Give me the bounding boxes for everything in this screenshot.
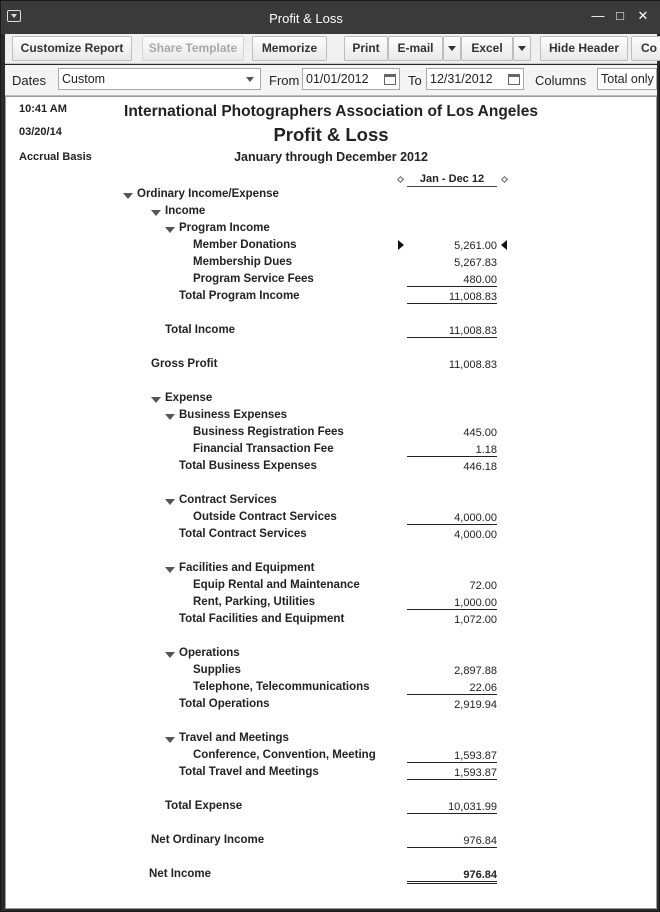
row-amount[interactable]: 2,897.88 xyxy=(454,665,497,677)
row-label: Net Ordinary Income xyxy=(151,834,265,846)
row-amount[interactable]: 10,031.99 xyxy=(407,801,497,814)
row-label: Total Business Expenses xyxy=(179,460,317,472)
collapse-triangle-icon[interactable] xyxy=(165,737,175,743)
row-amount[interactable]: 5,261.00 xyxy=(454,240,497,252)
row-label: Income xyxy=(165,205,206,217)
print-button[interactable]: Print xyxy=(344,36,388,61)
row-label: Member Donations xyxy=(193,239,297,251)
row-amount[interactable]: 4,000.00 xyxy=(407,512,497,525)
collapse-triangle-icon[interactable] xyxy=(165,414,175,420)
columns-value: Total only xyxy=(601,72,654,86)
to-label: To xyxy=(408,73,422,88)
calendar-icon[interactable] xyxy=(508,74,520,85)
window-title: Profit & Loss xyxy=(269,11,343,26)
customize-report-button[interactable]: Customize Report xyxy=(12,36,132,61)
row-label: Telephone, Telecommunications xyxy=(193,681,370,693)
row-label: Total Income xyxy=(165,324,236,336)
share-template-button[interactable]: Share Template xyxy=(142,36,244,61)
row-label: Operations xyxy=(179,647,240,659)
column-resize-icon[interactable] xyxy=(397,176,404,183)
column-header[interactable]: Jan - Dec 12 xyxy=(407,173,497,187)
maximize-icon[interactable]: □ xyxy=(616,8,624,23)
row-amount[interactable]: 72.00 xyxy=(469,580,497,592)
report-body xyxy=(5,96,657,909)
collapse-button[interactable]: Co xyxy=(631,36,660,61)
column-resize-icon[interactable] xyxy=(501,176,508,183)
to-date-value: 12/31/2012 xyxy=(430,72,493,86)
row-amount[interactable]: 5,267.83 xyxy=(454,257,497,269)
row-label: Total Operations xyxy=(179,698,270,710)
row-amount[interactable]: 1,593.87 xyxy=(407,750,497,763)
row-label: Supplies xyxy=(193,664,241,676)
row-amount[interactable]: 1.18 xyxy=(407,444,497,457)
row-label: Travel and Meetings xyxy=(179,732,289,744)
minimize-icon[interactable]: — xyxy=(591,8,605,23)
row-selection-left-arrow-icon xyxy=(501,240,507,250)
report-time: 10:41 AM xyxy=(19,103,67,115)
from-date-value: 01/01/2012 xyxy=(306,72,369,86)
report-date: 03/20/14 xyxy=(19,126,62,138)
chevron-down-icon xyxy=(518,46,526,51)
row-amount[interactable]: 976.84 xyxy=(407,869,497,884)
row-amount[interactable]: 11,008.83 xyxy=(448,359,497,371)
row-label: Rent, Parking, Utilities xyxy=(193,596,316,608)
row-label: Program Income xyxy=(179,222,270,234)
close-icon[interactable]: ✕ xyxy=(637,8,649,23)
row-label: Membership Dues xyxy=(193,256,293,268)
title-bar xyxy=(1,1,660,34)
row-label: Expense xyxy=(165,392,213,404)
row-label: Business Expenses xyxy=(179,409,288,421)
chevron-down-icon xyxy=(246,77,254,82)
row-amount[interactable]: 1,072.00 xyxy=(454,614,497,626)
row-amount[interactable]: 2,919.94 xyxy=(454,699,497,711)
row-label: Program Service Fees xyxy=(193,273,314,285)
row-label: Total Expense xyxy=(165,800,243,812)
from-label: From xyxy=(269,73,300,88)
row-amount[interactable]: 445.00 xyxy=(463,427,497,439)
row-label: Total Program Income xyxy=(179,290,300,302)
collapse-triangle-icon[interactable] xyxy=(123,193,133,199)
to-date-input[interactable] xyxy=(426,68,524,90)
collapse-triangle-icon[interactable] xyxy=(151,397,161,403)
row-amount[interactable]: 1,593.87 xyxy=(407,767,497,780)
excel-dropdown-button[interactable] xyxy=(513,36,531,61)
row-label: Net Income xyxy=(149,868,211,880)
from-date-input[interactable] xyxy=(302,68,400,90)
row-amount[interactable]: 11,008.83 xyxy=(407,291,497,304)
collapse-triangle-icon[interactable] xyxy=(165,567,175,573)
row-label: Financial Transaction Fee xyxy=(193,443,334,455)
excel-button[interactable]: Excel xyxy=(461,36,513,61)
row-amount[interactable]: 976.84 xyxy=(407,835,497,848)
dates-select[interactable] xyxy=(58,68,261,90)
row-label: Outside Contract Services xyxy=(193,511,337,523)
memorize-button[interactable]: Memorize xyxy=(252,36,327,61)
row-label: Facilities and Equipment xyxy=(179,562,315,574)
calendar-icon[interactable] xyxy=(384,74,396,85)
report-period: January through December 2012 xyxy=(234,150,428,164)
row-label: Conference, Convention, Meeting xyxy=(193,749,376,761)
columns-select[interactable] xyxy=(597,68,657,90)
row-label: Total Travel and Meetings xyxy=(179,766,319,778)
filter-bar xyxy=(5,65,657,96)
row-amount[interactable]: 480.00 xyxy=(407,274,497,287)
company-name: International Photographers Association of Los Angeles xyxy=(124,103,538,120)
email-button[interactable]: E-mail xyxy=(388,36,443,61)
row-amount[interactable]: 446.18 xyxy=(463,461,497,473)
report-title: Profit & Loss xyxy=(273,124,389,145)
row-label: Total Contract Services xyxy=(179,528,307,540)
collapse-triangle-icon[interactable] xyxy=(165,652,175,658)
collapse-triangle-icon[interactable] xyxy=(165,227,175,233)
row-selection-right-arrow-icon xyxy=(398,240,404,250)
row-label: Business Registration Fees xyxy=(193,426,344,438)
report-toolbar xyxy=(5,34,657,64)
report-basis: Accrual Basis xyxy=(19,151,92,163)
hide-header-button[interactable]: Hide Header xyxy=(540,36,628,61)
dates-label: Dates xyxy=(12,73,46,88)
row-amount[interactable]: 11,008.83 xyxy=(407,325,497,338)
row-label: Ordinary Income/Expense xyxy=(137,188,279,200)
chevron-down-icon xyxy=(448,46,456,51)
collapse-triangle-icon[interactable] xyxy=(165,499,175,505)
row-amount[interactable]: 1,000.00 xyxy=(407,597,497,610)
row-label: Total Facilities and Equipment xyxy=(179,613,345,625)
row-label: Gross Profit xyxy=(151,358,218,370)
row-label: Contract Services xyxy=(179,494,277,506)
email-dropdown-button[interactable] xyxy=(443,36,461,61)
dates-value: Custom xyxy=(62,72,106,86)
row-amount[interactable]: 22.06 xyxy=(407,682,497,695)
collapse-triangle-icon[interactable] xyxy=(151,210,161,216)
columns-label: Columns xyxy=(535,73,587,88)
row-label: Equip Rental and Maintenance xyxy=(193,579,360,591)
row-amount[interactable]: 4,000.00 xyxy=(454,529,497,541)
